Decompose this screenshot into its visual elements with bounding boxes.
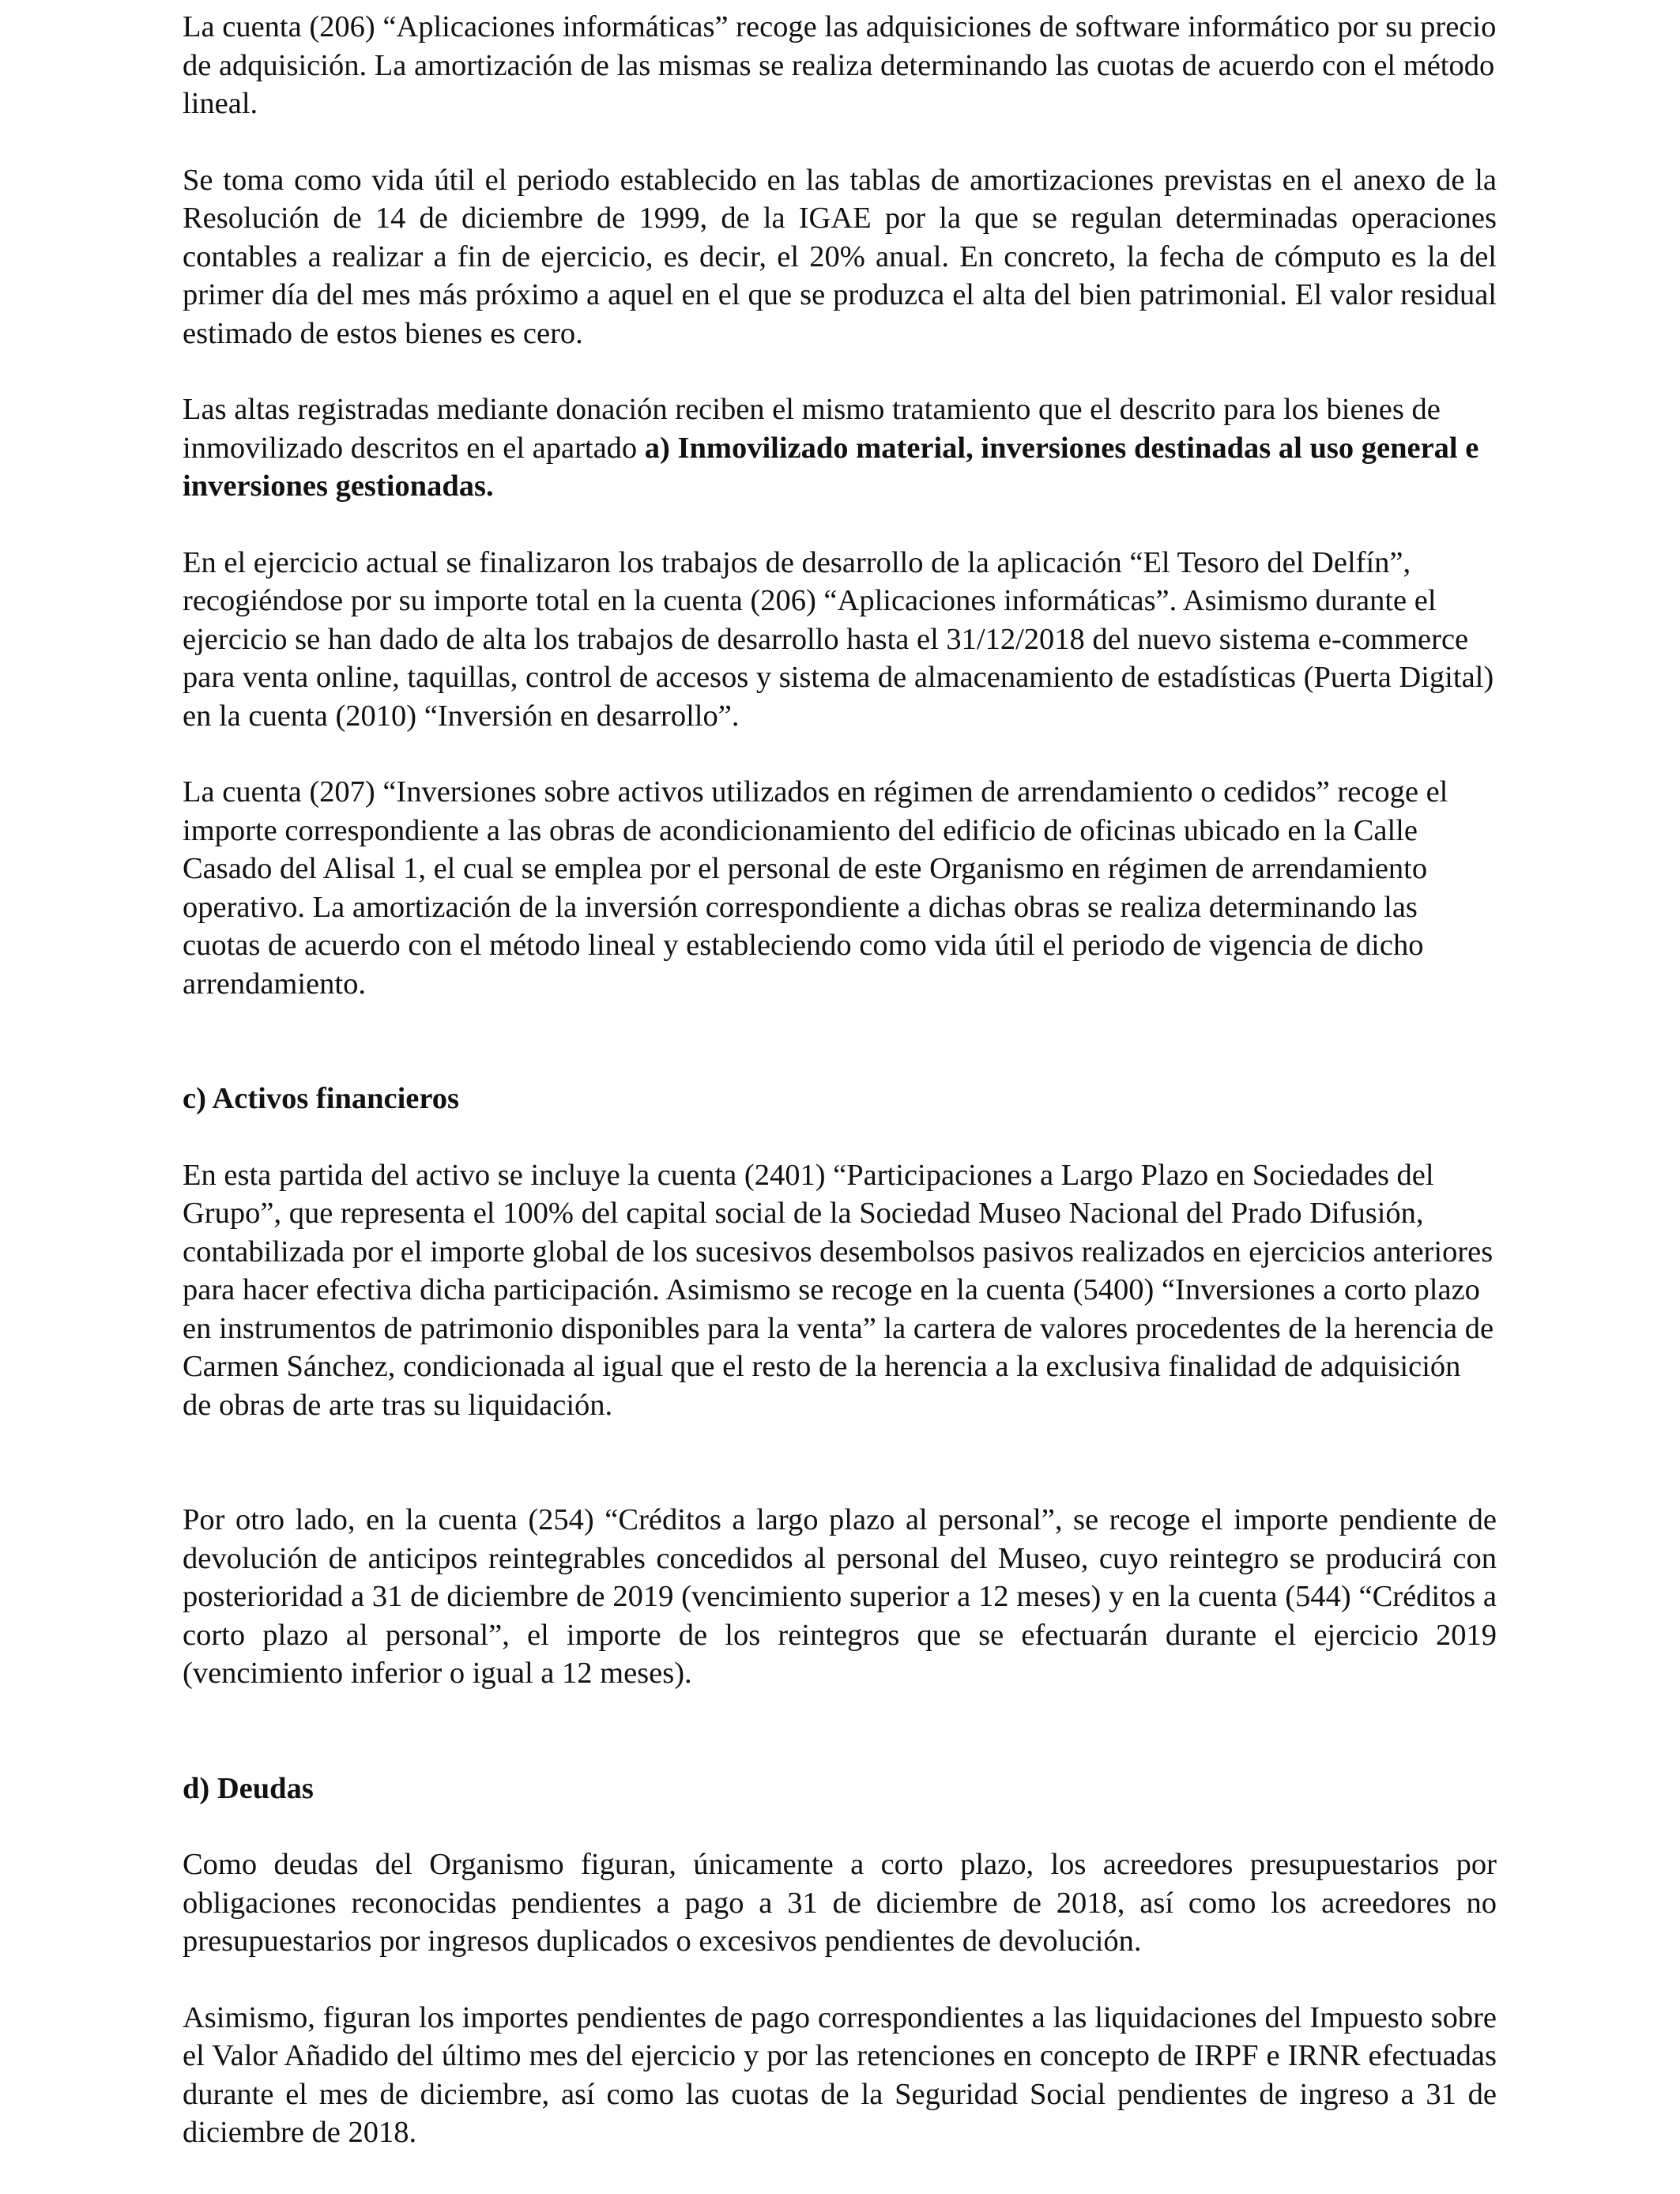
paragraph-altas-donacion-text: Las altas registradas mediante donación reciben el mismo tratamiento que el descrito para los bienes de inmovilizado descritos en el apartado bbox=[183, 393, 1441, 465]
paragraph-deudas-organismo: Como deudas del Organismo figuran, únicamente a corto plazo, los acreedores presupuestarios por obligaciones reconocidas pendientes a pago a 31 de diciembre de 2018, así como los acreedores no presupuestarios por ingresos duplicados o excesivos pendientes de devolución. bbox=[183, 1848, 1497, 1958]
heading-activos-financieros: c) Activos financieros bbox=[183, 1082, 460, 1115]
paragraph-creditos-personal: Por otro lado, en la cuenta (254) “Créditos a largo plazo al personal”, se recoge el importe pendiente de devolución de anticipos reintegrables concedidos al personal del Museo, cuyo reintegro se producirá con posterioridad a 31 de diciembre de 2019 (vencimiento superior a 12 meses) y en la cuenta (544) “Créditos a corto plazo al personal”, el importe de los reintegros que se efectuarán durante el ejercicio 2019 (vencimiento inferior o igual a 12 meses). bbox=[183, 1503, 1497, 1690]
paragraph-tesoro-delfin: En el ejercicio actual se finalizaron los trabajos de desarrollo de la aplicación “El Tesoro del Delfín”, recogiéndose por su importe total en la cuenta (206) “Aplicaciones informáticas”. Asimismo durante el ejercicio se han dado de alta los trabajos de desarrollo hasta el 31/12/2018 del nuevo sistema e-commerce para venta online, taquillas, control de accesos y sistema de almacenamiento de estadísticas (Puerta Digital) en la cuenta (2010) “Inversión en desarrollo”. bbox=[183, 545, 1494, 733]
paragraph-altas-donacion bbox=[183, 390, 1497, 506]
paragraph-participaciones: En esta partida del activo se incluye la cuenta (2401) “Participaciones a Largo Plazo en Sociedades del Grupo”, que representa el 100% del capital social de la Sociedad Museo Nacional del Prado Difusión, contabilizada por el importe global de los sucesivos desembolsos pasivos realizados en ejercicios anteriores para hacer efectiva dicha participación. Asimismo se recoge en la cuenta (5400) “Inversiones a corto plazo en instrumentos de patrimonio disponibles para la venta” la cartera de valores procedentes de la herencia de Carmen Sánchez, condicionada al igual que el resto de la herencia a la exclusiva finalidad de adquisición de obras de arte tras su liquidación. bbox=[183, 1158, 1494, 1422]
paragraph-aplicaciones-informaticas: La cuenta (206) “Aplicaciones informáticas” recoge las adquisiciones de software informático por su precio de adquisición. La amortización de las mismas se realiza determinando las cuotas de acuerdo con el método lineal. bbox=[183, 10, 1497, 120]
paragraph-iva-irpf: Asimismo, figuran los importes pendientes de pago correspondientes a las liquidaciones del Impuesto sobre el Valor Añadido del último mes del ejercicio y por las retenciones en concepto de IRPF e IRNR efectuadas durante el mes de diciembre, así como las cuotas de la Seguridad Social pendientes de ingreso a 31 de diciembre de 2018. bbox=[183, 2000, 1497, 2149]
heading-deudas: d) Deudas bbox=[183, 1771, 314, 1805]
paragraph-altas-donacion-reference: a) Inmovilizado material, inversiones destinadas al uso general e inversiones gestionadas. bbox=[183, 431, 1479, 503]
paragraph-vida-util: Se toma como vida útil el periodo establecido en las tablas de amortizaciones previstas en el anexo de la Resolución de 14 de diciembre de 1999, de la IGAE por la que se regulan determinadas operaciones contables a realizar a fin de ejercicio, es decir, el 20% anual. En concreto, la fecha de cómputo es la del primer día del mes más próximo a aquel en el que se produzca el alta del bien patrimonial. El valor residual estimado de estos bienes es cero. bbox=[183, 163, 1497, 350]
paragraph-cuenta-207: La cuenta (207) “Inversiones sobre activos utilizados en régimen de arrendamiento o cedidos” recoge el importe correspondiente a las obras de acondicionamiento del edificio de oficinas ubicado en la Calle Casado del Alisal 1, el cual se emplea por el personal de este Organismo en régimen de arrendamiento operativo. La amortización de la inversión correspondiente a dichas obras se realiza determinando las cuotas de acuerdo con el método lineal y estableciendo como vida útil el periodo de vigencia de dicho arrendamiento. bbox=[183, 775, 1448, 1001]
document-page bbox=[183, 8, 1497, 2152]
